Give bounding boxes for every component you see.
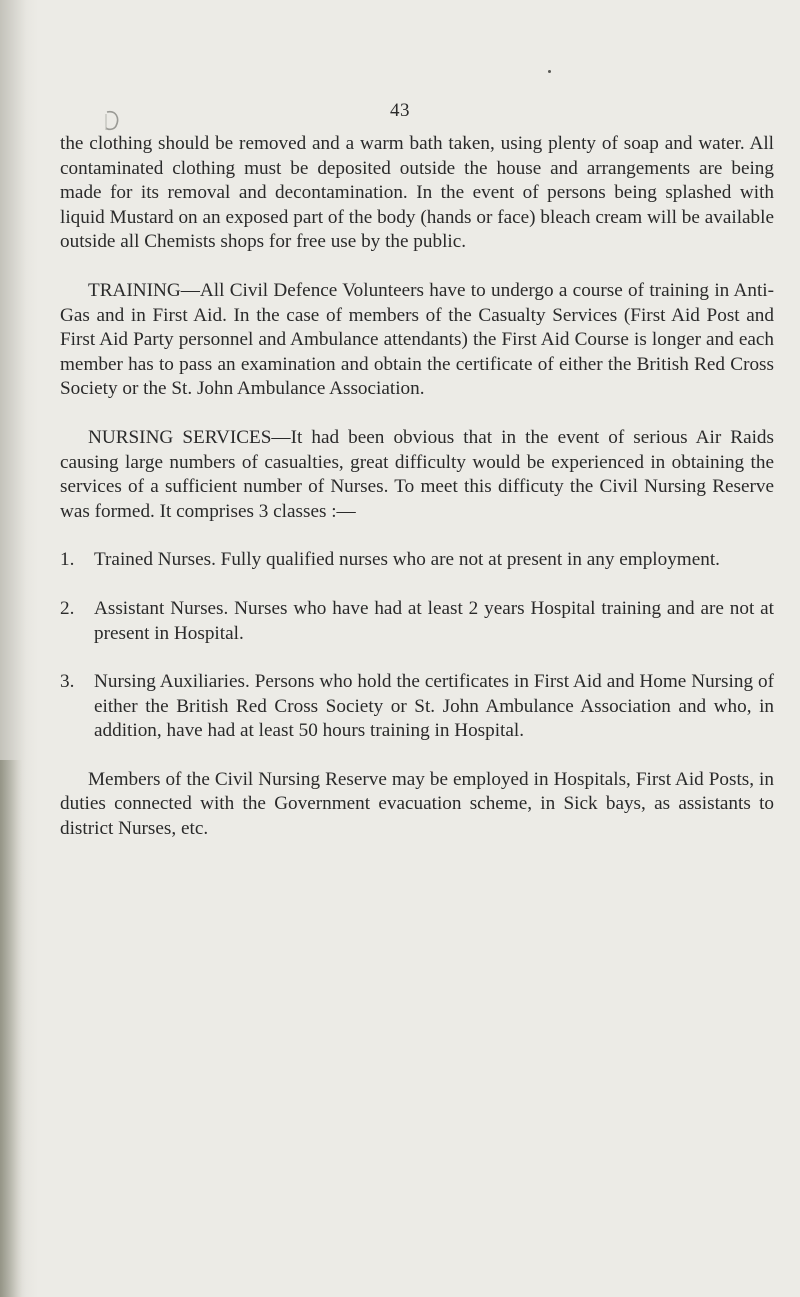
document-body bbox=[60, 132, 774, 842]
list-item-number: 2. bbox=[60, 597, 75, 619]
list-item-text: Nursing Auxiliaries. Persons who hold the certificates in First Aid and Home Nursing of either the British Red Cross Society or St. John Ambulance Association and who, in addition, have had at least 50 hours training in Hospital. bbox=[94, 671, 774, 742]
page-edge-stain bbox=[0, 760, 22, 1297]
paragraph-nursing-services: NURSING SERVICES—It had been obvious that in the event of serious Air Raids causing large numbers of casualties, great difficulty would be experienced in obtaining the services of a sufficient number of Nurses. To meet this difficuty the Civil Nursing Reserve was formed. It comprises 3 classes :— bbox=[60, 426, 774, 522]
list-item-text: Trained Nurses. Fully qualified nurses who are not at present in any employment. bbox=[94, 549, 720, 571]
list-item bbox=[60, 548, 774, 573]
paper-speck bbox=[548, 70, 551, 73]
page-number: 43 bbox=[390, 100, 410, 121]
list-item-number: 3. bbox=[60, 671, 75, 693]
list-item-number: 1. bbox=[60, 549, 75, 571]
list-item-text: Assistant Nurses. Nurses who have had at least 2 years Hospital training and are not at present in Hospital. bbox=[94, 597, 774, 644]
paragraph-training: TRAINING—All Civil Defence Volunteers have to undergo a course of training in Anti-Gas and in First Aid. In the case of members of the Casualty Services (First Aid Post and First Aid Party personnel and Ambulance attendants) the First Aid Course is longer and each member has to pass an examination and obtain the certificate of either the British Red Cross Society or the St. John Ambulance Association. bbox=[60, 279, 774, 400]
paragraph-continuation: the clothing should be removed and a warm bath taken, using plenty of soap and water. All contaminated clothing must be deposited outside the house and arrangements are being made for its removal and decontamination. In the event of persons being splashed with liquid Mustard on an exposed part of the body (hands or face) bleach cream will be available outside all Chemists shops for free use by the public. bbox=[60, 133, 774, 253]
list-item bbox=[60, 597, 774, 646]
paragraph-members: Members of the Civil Nursing Reserve may be employed in Hospitals, First Aid Posts, in duties connected with the Government evacuation scheme, in Sick bays, as assistants to district Nurses, etc. bbox=[60, 768, 774, 840]
list-item bbox=[60, 670, 774, 744]
